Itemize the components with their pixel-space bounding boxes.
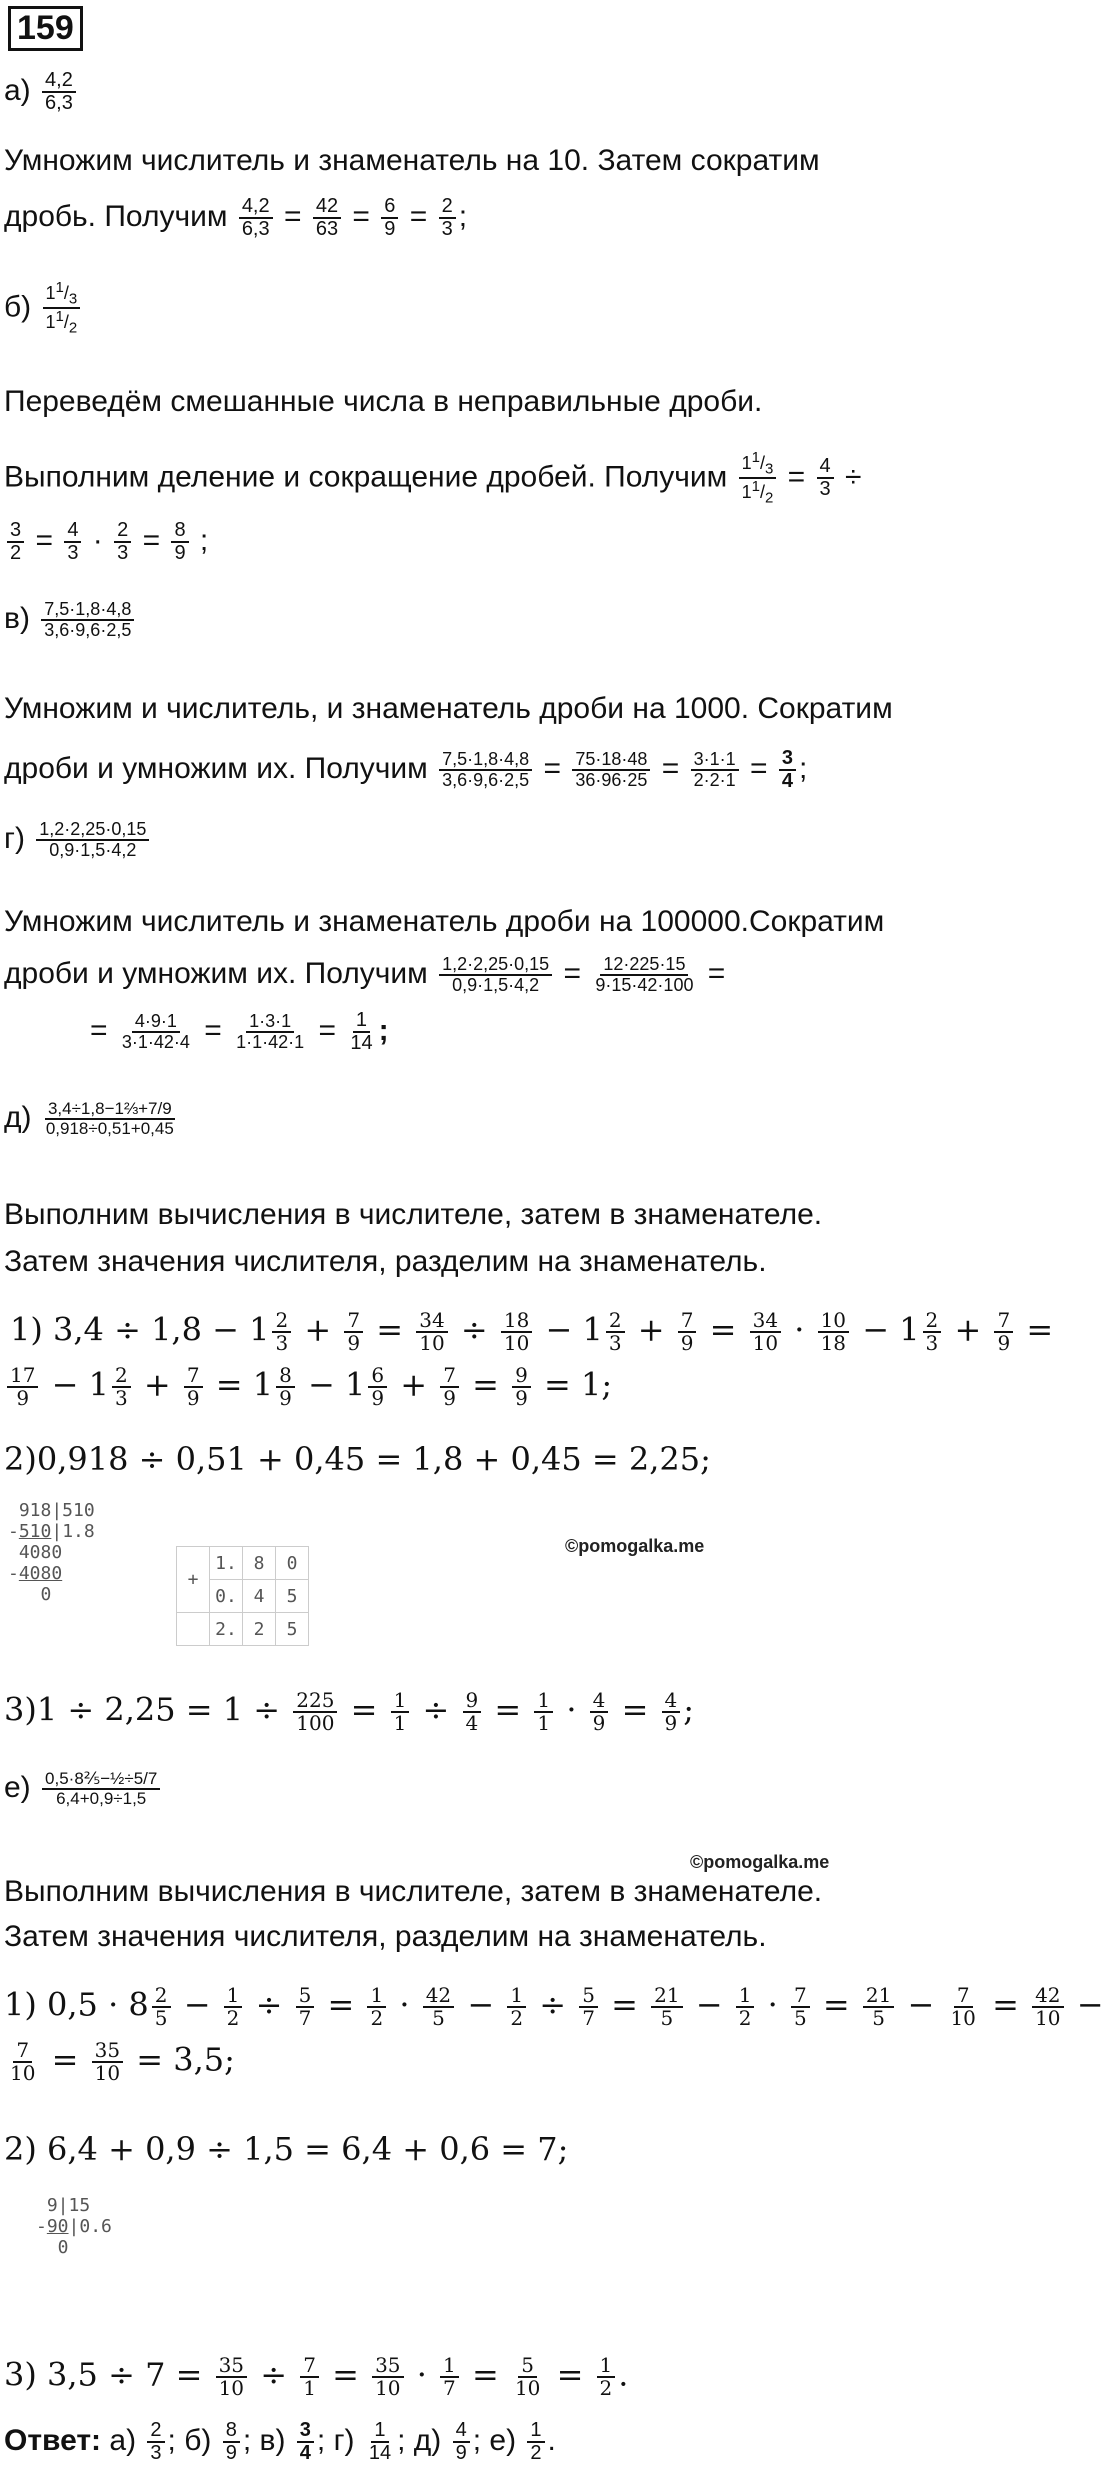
part-g-calc: = $\frac{4\cdot 9\cdot 1}{3\cdot 1\cdot 42\cdot 4}$ = $\frac{1\cdot 3\cdot 1}{1\cdot 1\cdot 42\cdot 1}$ = $\frac{1}{14}$ ; <box>90 1009 389 1054</box>
part-d-step1b: $\frac{17}{9}$ − 1 $\frac{2}{3}$ + $\frac{7}{9}$ = 1 $\frac{8}{9}$ − 1 $\frac{6}{9}$ + $\frac{7}{9}$ = $\frac{9}{9}$ = 1; <box>4 1365 612 1409</box>
part-e-step1: 1) 0,5 · 8 $\frac{2}{5}$ − $\frac{1}{2}$ ÷ $\frac{5}{7}$ = $\frac{1}{2}$ · $\frac{42}{5}$ − $\frac{1}{2}$ ÷ $\frac{5}{7}$ = $\frac{21}{5}$ − $\frac{1}{2}$ · $\frac{7}{5}$ = $\frac{21}{5}$ − $\frac{7}{10}$ = $\frac{42}{10}$ − <box>4 1983 1104 2030</box>
part-e-step3: 3) 3,5 ÷ 7 = $\frac{35}{10}$ ÷ $\frac{7}{1}$ = $\frac{35}{10}$ · $\frac{1}{7}$ = $\frac{5}{10}$ = $\frac{1}{2}$ . <box>4 2353 629 2400</box>
part-v-header: в) $\frac{7,5\cdot 1,8\cdot 4,8}{3,6\cdot 9,6\cdot 2,5}$ <box>4 600 137 640</box>
part-e-step1b: $\frac{7}{10}$ = $\frac{35}{10}$ = 3,5; <box>10 2038 235 2085</box>
part-a-text2: дробь. Получим $\frac{4,2}{6,3}$ = $\frac{42}{63}$ = $\frac{6}{9}$ = $\frac{2}{3}$ ; <box>4 195 468 240</box>
watermark-2: ©pomogalka.me <box>690 1852 830 1872</box>
part-b-text2: Выполним деление и сокращение дробей. Получим $\frac{1^1/_3}{1^1/_2}$ = $\frac{4}{3}$ ÷ <box>4 449 862 507</box>
part-e-text2: Затем значения числителя, разделим на знаменатель. <box>4 1920 767 1953</box>
answer-line: Ответ: а) $\frac{2}{3}$ ; б) $\frac{8}{9}$ ; в) $\frac{3}{4}$ ; г) $\frac{1}{14}$ ; д) $\frac{4}{9}$ ; е) $\frac{1}{2}$ . <box>4 2419 556 2464</box>
part-g-text1: Умножим числитель и знаменатель дроби на 100000.Сократим <box>4 905 885 938</box>
part-e-text1: Выполним вычисления в числителе, затем в знаменателе. <box>4 1875 823 1908</box>
part-d-text2: Затем значения числителя, разделим на знаменатель. <box>4 1245 767 1278</box>
part-a-text1: Умножим числитель и знаменатель на 10. Затем сократим <box>4 144 820 177</box>
part-d-step2: 2)0,918 ÷ 0,51 + 0,45 = 1,8 + 0,45 = 2,25; <box>4 1440 711 1478</box>
part-a-header: а) $\frac{4,2}{6,3}$ <box>4 70 79 114</box>
long-division-e: 9|15 -90|0.6 0 <box>36 2195 112 2258</box>
watermark-1: ©pomogalka.me <box>565 1536 705 1556</box>
part-g-header: г) $\frac{1,2\cdot 2,25\cdot 0,15}{0,9\cdot 1,5\cdot 4,2}$ <box>4 820 152 860</box>
part-b-calc: $\frac{3}{2}$ = $\frac{4}{3}$ · $\frac{2}{3}$ = $\frac{8}{9}$ ; <box>4 520 208 564</box>
part-v-text1: Умножим и числитель, и знаменатель дроби на 1000. Сократим <box>4 692 893 725</box>
part-d-header: д) $\frac{\text{3,4÷1,8−1⅔+7/9}}{0,918\div 0,51+0,45}$ <box>4 1099 174 1138</box>
part-d-step1: 1) 3,4 ÷ 1,8 − 1 $\frac{2}{3}$ + $\frac{7}{9}$ = $\frac{34}{10}$ ÷ $\frac{18}{10}$ − 1 $\frac{2}{3}$ + $\frac{7}{9}$ = $\frac{34}{10}$ · $\frac{10}{18}$ − 1 $\frac{2}{3}$ + $\frac{7}{9}$ = <box>10 1308 1054 1355</box>
part-e-header: е) $\frac{\text{0,5·8⅖−½÷5/7}}{6,4+0,9\div 1,5}$ <box>4 1770 163 1808</box>
column-addition: + 1. 8 0 0. 4 5 2. 2 5 <box>176 1546 309 1646</box>
task-number: 159 <box>8 6 83 51</box>
part-e-step2: 2) 6,4 + 0,9 ÷ 1,5 = 6,4 + 0,6 = 7; <box>4 2130 569 2168</box>
part-v-text2: дроби и умножим их. Получим $\frac{7,5\cdot 1,8\cdot 4,8}{3,6\cdot 9,6\cdot 2,5}$ = $\frac{75\cdot 18\cdot 48}{36\cdot 96\cdot 25}$ = $\frac{3\cdot 1\cdot 1}{2\cdot 2\cdot 1}$ = $\frac{3}{4}$ ; <box>4 747 808 792</box>
part-b-header: б) $\frac{1^1/_3}{1^1/_2}$ <box>4 280 83 337</box>
part-d-text1: Выполним вычисления в числителе, затем в знаменателе. <box>4 1198 823 1231</box>
part-g-text2: дроби и умножим их. Получим $\frac{1,2\cdot 2,25\cdot 0,15}{0,9\cdot 1,5\cdot 4,2}$ = $\frac{12\cdot 225\cdot 15}{9\cdot 15\cdot 42\cdot 100}$ = <box>4 954 726 995</box>
part-b-text1: Переведём смешанные числа в неправильные дроби. <box>4 385 763 418</box>
long-division-d: 918|510 -510|1.8 4080 -4080 0 <box>8 1500 95 1605</box>
part-d-step3: 3)1 ÷ 2,25 = 1 ÷ $\frac{225}{100}$ = $\frac{1}{1}$ ÷ $\frac{9}{4}$ = $\frac{1}{1}$ · $\frac{4}{9}$ = $\frac{4}{9}$ ; <box>4 1688 695 1735</box>
